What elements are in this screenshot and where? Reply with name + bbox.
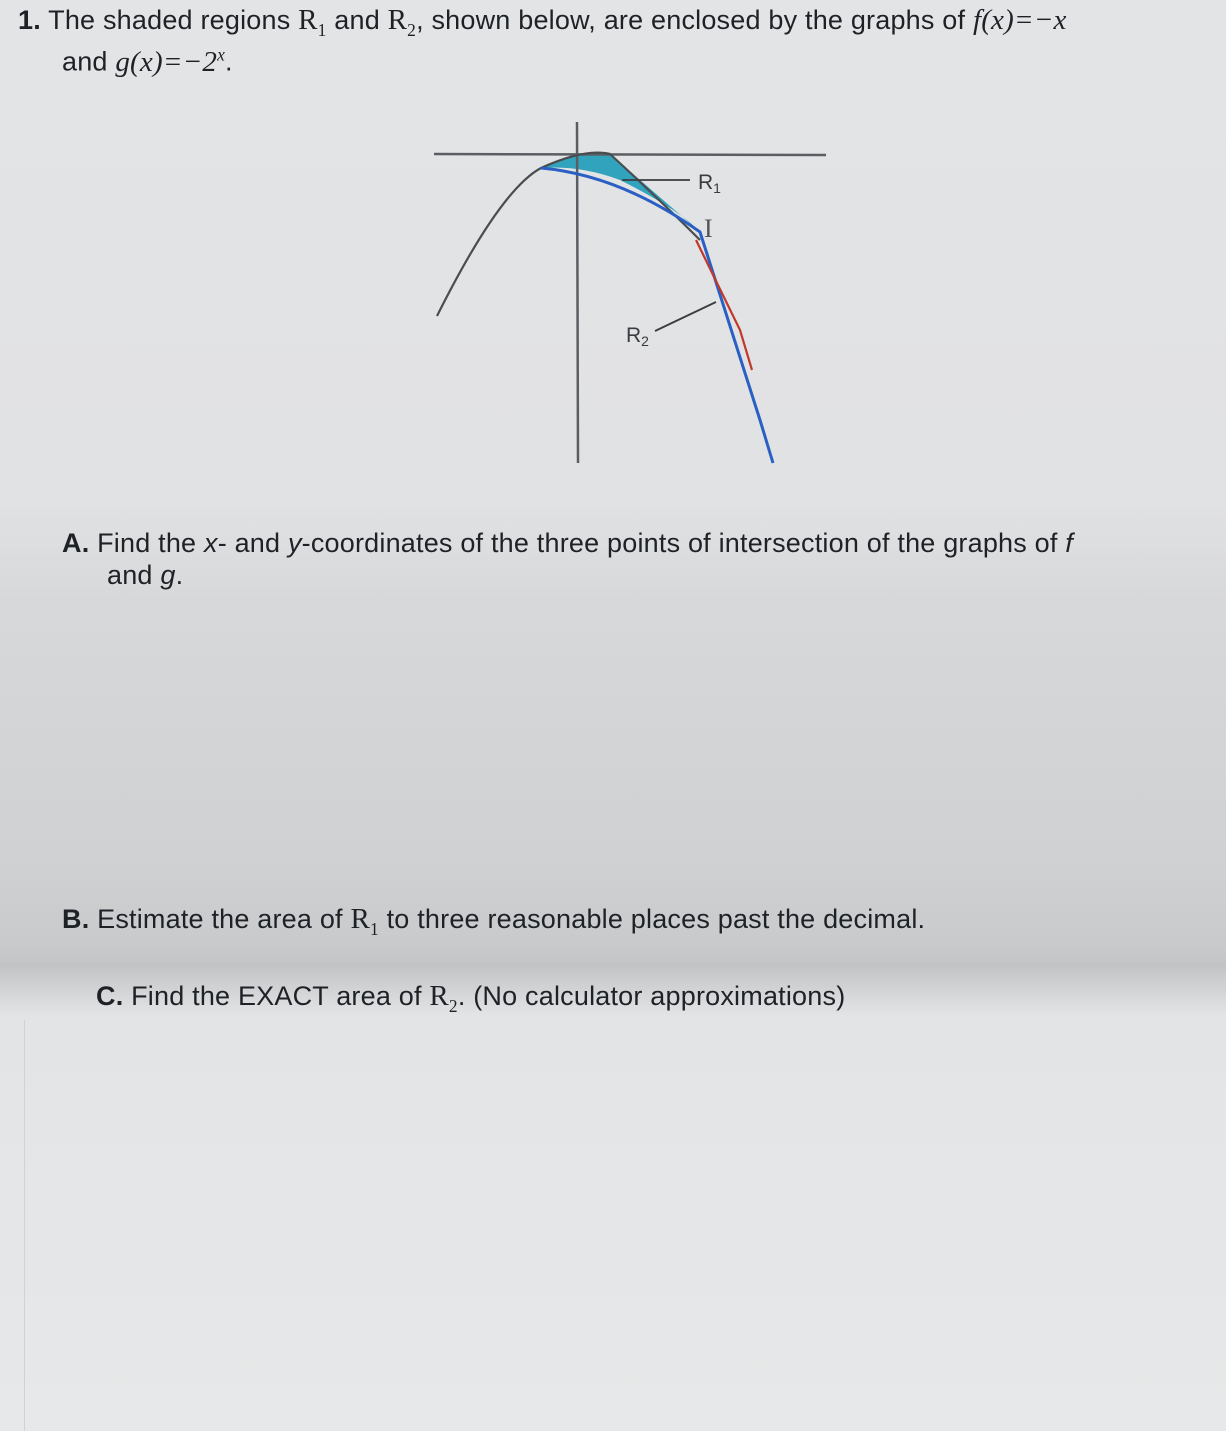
- problem-intro: The shaded regions: [48, 5, 291, 35]
- g-expression: $g(x)=-2^x$: [115, 44, 226, 78]
- part-a-y-var: y: [287, 528, 302, 558]
- problem-number: 1.: [18, 5, 41, 35]
- exponential-curve: [541, 168, 773, 463]
- text-cursor-icon: I: [704, 214, 713, 243]
- part-a-f-var: f: [1065, 528, 1073, 558]
- f-expression: f(x)=−x: [972, 4, 1067, 36]
- part-a-text-1: Find the: [97, 528, 197, 558]
- part-a-text-2: - and: [217, 528, 281, 558]
- r2-pointer-line: [655, 302, 716, 331]
- part-b-letter: B.: [62, 904, 90, 934]
- answer-area-border: [24, 1020, 25, 1431]
- part-c-text-2: . (No calculator approximations): [457, 981, 846, 1011]
- part-c-letter: C.: [96, 981, 124, 1011]
- part-c-text-1: Find the EXACT area of: [131, 981, 422, 1011]
- region-r1-ref: $R_1$: [298, 4, 327, 40]
- parabola-curve: [437, 153, 700, 316]
- part-c-region-ref: $R_2$: [429, 980, 458, 1016]
- part-a-line-2: [107, 560, 183, 591]
- problem-line2-and: and: [62, 46, 108, 77]
- region-r2-ref: $R_2$: [387, 4, 417, 40]
- part-c-line: [96, 980, 845, 1017]
- part-a-letter: A.: [62, 528, 90, 558]
- part-a-text-3: -coordinates of the three points of intersection of the graphs of: [301, 528, 1058, 558]
- x-axis: [434, 154, 826, 155]
- part-a-period: .: [175, 560, 184, 590]
- part-a-line2-and: and: [107, 560, 153, 590]
- label-r1: R1: [698, 171, 721, 196]
- label-r2: R2: [626, 324, 649, 349]
- part-b-text-1: Estimate the area of: [97, 904, 343, 934]
- part-b-line: [62, 903, 925, 940]
- part-b-text-2: to three reasonable places past the decimal.: [386, 904, 926, 934]
- part-a-line-1: [62, 528, 1073, 559]
- problem-period: .: [225, 46, 233, 77]
- problem-and: and: [334, 5, 380, 35]
- part-a-x-var: x: [203, 528, 218, 558]
- part-a-g-var: g: [160, 560, 176, 590]
- part-b-region-ref: $R_1$: [350, 903, 379, 939]
- problem-intro-b: , shown below, are enclosed by the graphs of: [416, 5, 966, 35]
